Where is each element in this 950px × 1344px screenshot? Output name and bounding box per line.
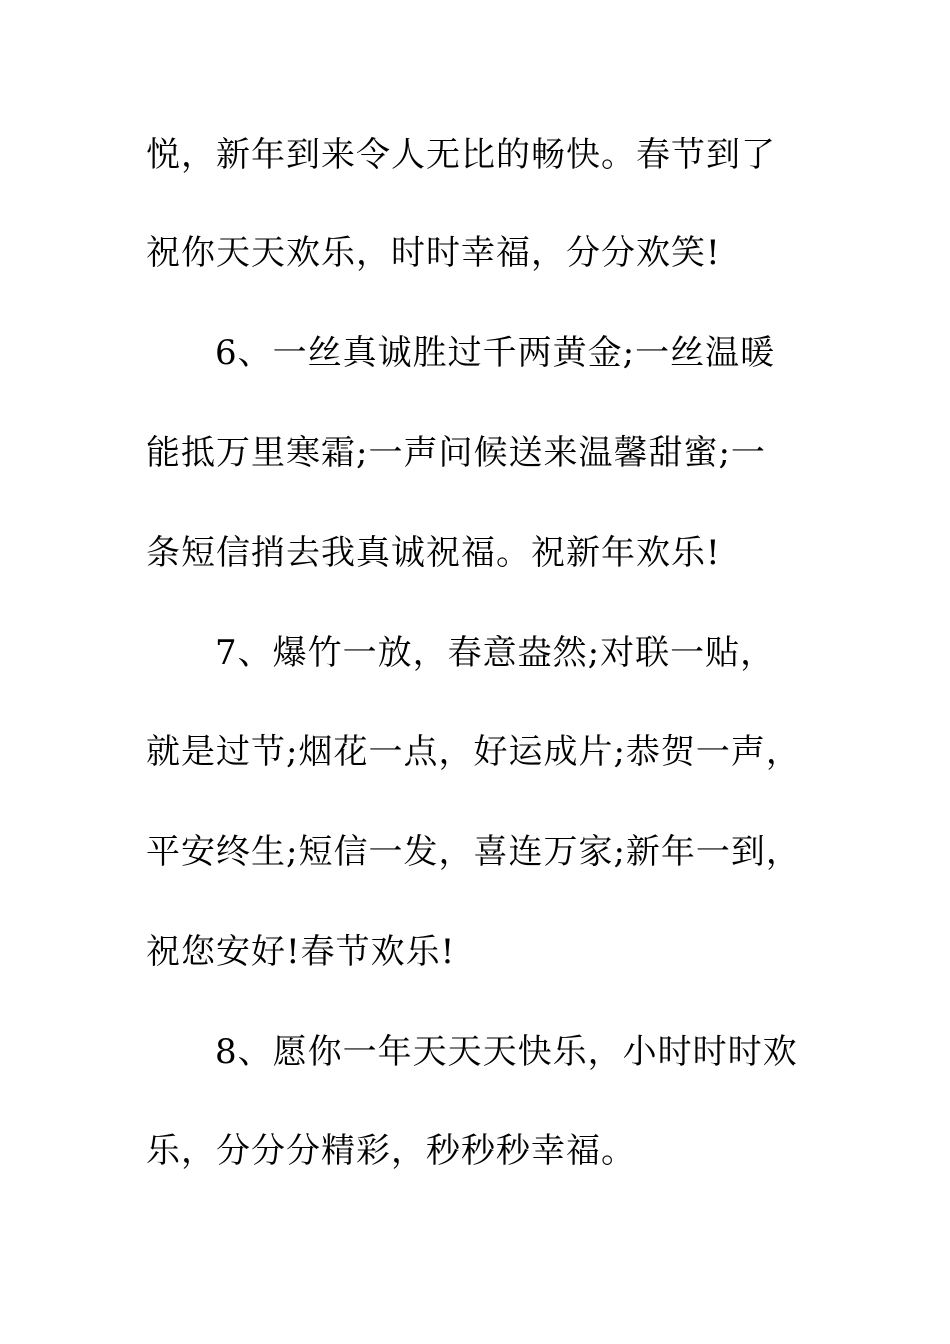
text-line-4: 能抵万里寒霜;一声问候送来温馨甜蜜;一 — [146, 433, 766, 473]
text-line-7: 就是过节;烟花一点，好运成片;恭贺一声， — [146, 732, 801, 772]
text-line-2: 祝你天天欢乐，时时幸福，分分欢笑! — [146, 233, 721, 273]
text-line-6: 7、爆竹一放，春意盎然;对联一贴， — [215, 633, 776, 673]
text-line-10: 8、愿你一年天天天快乐，小时时时欢 — [215, 1032, 798, 1072]
text-line-8: 平安终生;短信一发，喜连万家;新年一到， — [146, 832, 801, 872]
text-line-11: 乐，分分分精彩，秒秒秒幸福。 — [146, 1131, 636, 1171]
text-line-9: 祝您安好!春节欢乐! — [146, 932, 456, 972]
text-line-1: 悦，新年到来令人无比的畅快。春节到了 — [146, 135, 776, 175]
text-line-3: 6、一丝真诚胜过千两黄金;一丝温暖 — [215, 333, 776, 373]
text-line-5: 条短信捎去我真诚祝福。祝新年欢乐! — [146, 533, 721, 573]
